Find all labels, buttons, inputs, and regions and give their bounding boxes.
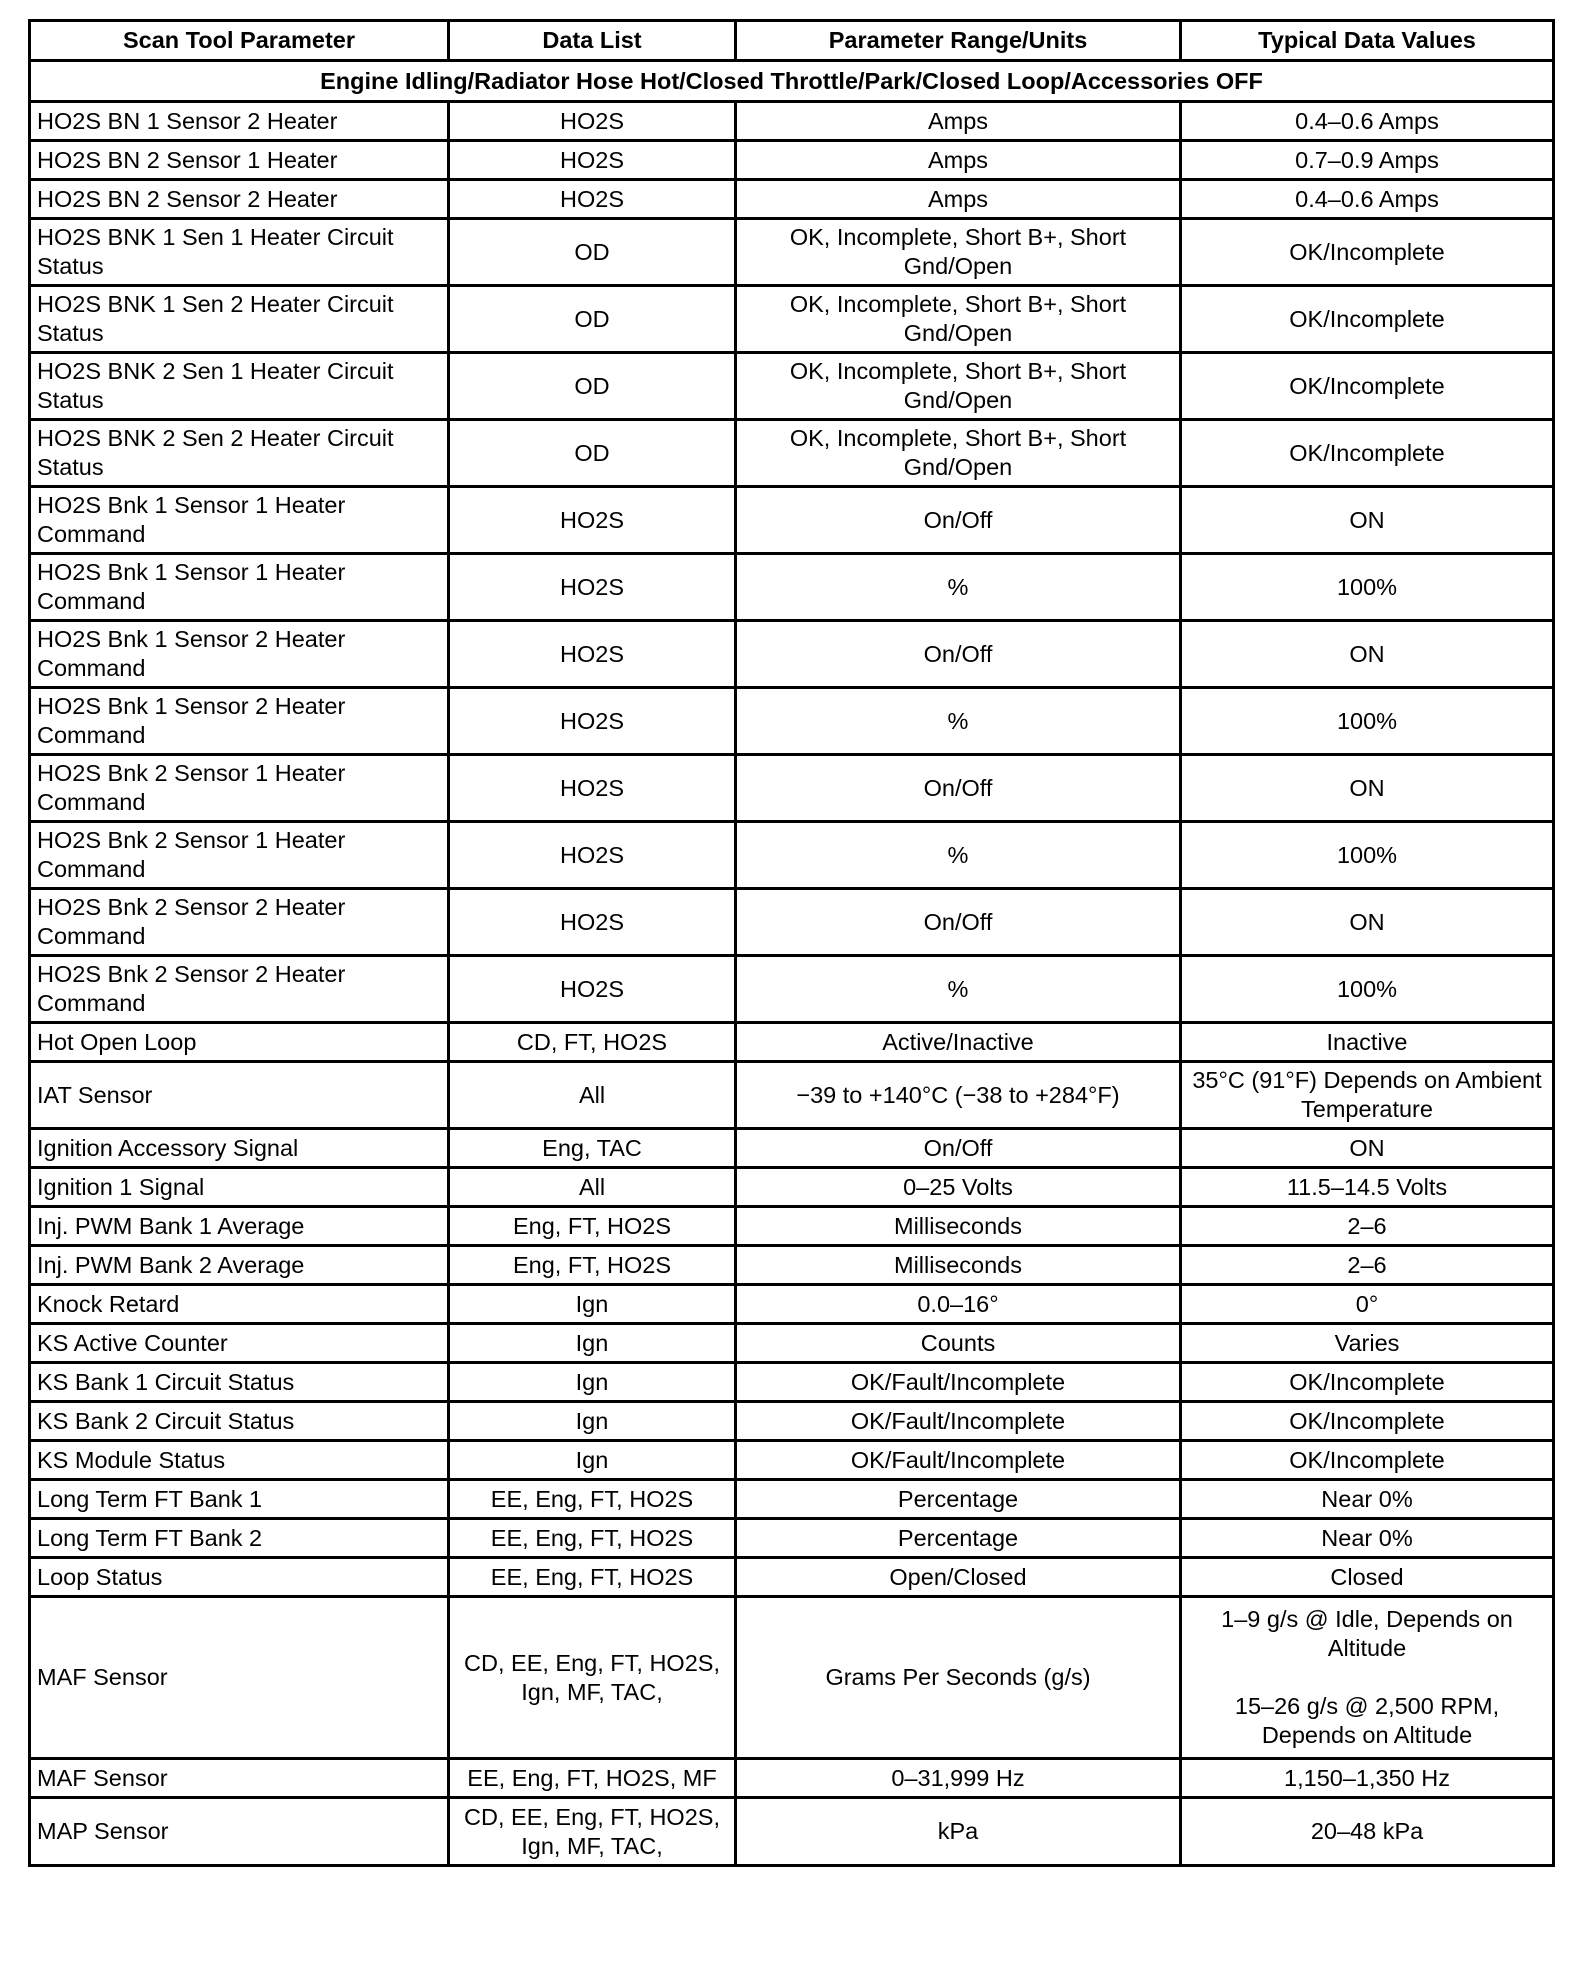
table-row: [30, 1168, 1554, 1207]
data-list-cell: HO2S: [449, 102, 736, 141]
range-units-cell: Counts: [736, 1324, 1181, 1363]
range-units-cell: −39 to +140°C (−38 to +284°F): [736, 1062, 1181, 1129]
range-units-cell: OK, Incomplete, Short B+, Short Gnd/Open: [736, 353, 1181, 420]
range-units-cell: On/Off: [736, 889, 1181, 956]
parameter-cell: KS Module Status: [30, 1441, 449, 1480]
typical-value-cell: ON: [1181, 487, 1554, 554]
data-list-cell: HO2S: [449, 822, 736, 889]
parameter-cell: Ignition 1 Signal: [30, 1168, 449, 1207]
range-units-cell: Milliseconds: [736, 1246, 1181, 1285]
table-row: [30, 688, 1554, 755]
typical-value-cell: 0°: [1181, 1285, 1554, 1324]
data-list-cell: HO2S: [449, 755, 736, 822]
range-units-cell: %: [736, 822, 1181, 889]
parameter-cell: HO2S Bnk 2 Sensor 2 Heater Command: [30, 889, 449, 956]
table-row: [30, 180, 1554, 219]
data-list-cell: Ign: [449, 1285, 736, 1324]
range-units-cell: OK/Fault/Incomplete: [736, 1441, 1181, 1480]
data-list-cell: HO2S: [449, 688, 736, 755]
typical-value-cell: OK/Incomplete: [1181, 1441, 1554, 1480]
table-row: [30, 1759, 1554, 1798]
table-row: [30, 1324, 1554, 1363]
parameter-cell: MAP Sensor: [30, 1798, 449, 1866]
parameter-cell: KS Active Counter: [30, 1324, 449, 1363]
maf-idle-value: 1–9 g/s @ Idle, Depends on Altitude: [1221, 1606, 1513, 1661]
parameter-cell: MAF Sensor: [30, 1597, 449, 1759]
header-data-list: Data List: [449, 21, 736, 61]
typical-value-cell: Inactive: [1181, 1023, 1554, 1062]
table-row: [30, 1519, 1554, 1558]
data-list-cell: HO2S: [449, 554, 736, 621]
typical-value-cell: 100%: [1181, 688, 1554, 755]
parameter-cell: HO2S BN 2 Sensor 2 Heater: [30, 180, 449, 219]
range-units-cell: OK, Incomplete, Short B+, Short Gnd/Open: [736, 420, 1181, 487]
table-row: [30, 353, 1554, 420]
table-row: [30, 1023, 1554, 1062]
table-body: [30, 21, 1554, 1866]
parameter-cell: HO2S Bnk 1 Sensor 1 Heater Command: [30, 487, 449, 554]
range-units-cell: Open/Closed: [736, 1558, 1181, 1597]
range-units-cell: Milliseconds: [736, 1207, 1181, 1246]
range-units-cell: Active/Inactive: [736, 1023, 1181, 1062]
table-row: [30, 102, 1554, 141]
typical-value-cell: 100%: [1181, 822, 1554, 889]
data-list-cell: Ign: [449, 1441, 736, 1480]
header-scan-tool-parameter: Scan Tool Parameter: [30, 21, 449, 61]
spacer: [1188, 1663, 1546, 1692]
range-units-cell: 0–25 Volts: [736, 1168, 1181, 1207]
data-list-cell: HO2S: [449, 487, 736, 554]
typical-value-cell: 100%: [1181, 554, 1554, 621]
table-row: [30, 219, 1554, 286]
range-units-cell: Grams Per Seconds (g/s): [736, 1597, 1181, 1759]
range-units-cell: 0.0–16°: [736, 1285, 1181, 1324]
table-row: [30, 487, 1554, 554]
range-units-cell: OK, Incomplete, Short B+, Short Gnd/Open: [736, 286, 1181, 353]
data-list-cell: Ign: [449, 1363, 736, 1402]
range-units-cell: On/Off: [736, 755, 1181, 822]
parameter-cell: HO2S Bnk 1 Sensor 2 Heater Command: [30, 688, 449, 755]
data-list-cell: Ign: [449, 1402, 736, 1441]
table-row: [30, 1246, 1554, 1285]
table-row: [30, 141, 1554, 180]
table-row: [30, 1798, 1554, 1866]
parameter-cell: Ignition Accessory Signal: [30, 1129, 449, 1168]
typical-value-cell: Closed: [1181, 1558, 1554, 1597]
table-row: [30, 621, 1554, 688]
table-row: [30, 1480, 1554, 1519]
typical-value-cell: 0.4–0.6 Amps: [1181, 102, 1554, 141]
parameter-cell: HO2S Bnk 1 Sensor 2 Heater Command: [30, 621, 449, 688]
data-list-cell: EE, Eng, FT, HO2S: [449, 1480, 736, 1519]
parameter-cell: HO2S Bnk 2 Sensor 1 Heater Command: [30, 822, 449, 889]
table-row: [30, 889, 1554, 956]
data-list-cell: OD: [449, 420, 736, 487]
parameter-cell: HO2S BNK 2 Sen 1 Heater Circuit Status: [30, 353, 449, 420]
table-row: [30, 1558, 1554, 1597]
data-list-cell: HO2S: [449, 141, 736, 180]
range-units-cell: On/Off: [736, 487, 1181, 554]
operating-condition: Engine Idling/Radiator Hose Hot/Closed Throttle/Park/Closed Loop/Accessories OFF: [30, 61, 1554, 102]
typical-value-cell: ON: [1181, 1129, 1554, 1168]
range-units-cell: Percentage: [736, 1519, 1181, 1558]
header-row: [30, 21, 1554, 61]
table-row: [30, 1129, 1554, 1168]
table-row: [30, 956, 1554, 1023]
parameter-cell: KS Bank 1 Circuit Status: [30, 1363, 449, 1402]
table-row: [30, 554, 1554, 621]
parameter-cell: HO2S Bnk 2 Sensor 2 Heater Command: [30, 956, 449, 1023]
parameter-cell: Knock Retard: [30, 1285, 449, 1324]
typical-value-cell: Near 0%: [1181, 1519, 1554, 1558]
typical-value-cell: OK/Incomplete: [1181, 1363, 1554, 1402]
data-list-cell: Eng, TAC: [449, 1129, 736, 1168]
data-list-cell: OD: [449, 286, 736, 353]
parameter-cell: Long Term FT Bank 1: [30, 1480, 449, 1519]
header-typical-data-values: Typical Data Values: [1181, 21, 1554, 61]
table-row: [30, 822, 1554, 889]
typical-value-cell: Varies: [1181, 1324, 1554, 1363]
data-list-cell: HO2S: [449, 180, 736, 219]
parameter-cell: Long Term FT Bank 2: [30, 1519, 449, 1558]
typical-value-cell: 1,150–1,350 Hz: [1181, 1759, 1554, 1798]
range-units-cell: Percentage: [736, 1480, 1181, 1519]
range-units-cell: %: [736, 554, 1181, 621]
data-list-cell: All: [449, 1168, 736, 1207]
condition-row: [30, 61, 1554, 102]
range-units-cell: OK/Fault/Incomplete: [736, 1402, 1181, 1441]
table-row: [30, 1062, 1554, 1129]
range-units-cell: On/Off: [736, 621, 1181, 688]
table-row: [30, 1441, 1554, 1480]
parameter-cell: KS Bank 2 Circuit Status: [30, 1402, 449, 1441]
typical-value-cell: OK/Incomplete: [1181, 219, 1554, 286]
parameter-cell: Hot Open Loop: [30, 1023, 449, 1062]
data-list-cell: EE, Eng, FT, HO2S, MF: [449, 1759, 736, 1798]
parameter-cell: Inj. PWM Bank 1 Average: [30, 1207, 449, 1246]
table-row: [30, 1363, 1554, 1402]
header-parameter-range-units: Parameter Range/Units: [736, 21, 1181, 61]
typical-value-cell: ON: [1181, 621, 1554, 688]
parameter-cell: HO2S BNK 1 Sen 1 Heater Circuit Status: [30, 219, 449, 286]
range-units-cell: On/Off: [736, 1129, 1181, 1168]
range-units-cell: %: [736, 688, 1181, 755]
range-units-cell: OK/Fault/Incomplete: [736, 1363, 1181, 1402]
typical-value-cell: 35°C (91°F) Depends on Ambient Temperature: [1181, 1062, 1554, 1129]
table-row: [30, 1207, 1554, 1246]
typical-value-cell: 0.4–0.6 Amps: [1181, 180, 1554, 219]
parameter-cell: Loop Status: [30, 1558, 449, 1597]
range-units-cell: %: [736, 956, 1181, 1023]
typical-value-cell: OK/Incomplete: [1181, 420, 1554, 487]
typical-value-cell: 100%: [1181, 956, 1554, 1023]
range-units-cell: OK, Incomplete, Short B+, Short Gnd/Open: [736, 219, 1181, 286]
data-list-cell: Eng, FT, HO2S: [449, 1246, 736, 1285]
data-list-cell: All: [449, 1062, 736, 1129]
typical-value-cell: 11.5–14.5 Volts: [1181, 1168, 1554, 1207]
parameter-cell: HO2S BNK 1 Sen 2 Heater Circuit Status: [30, 286, 449, 353]
parameter-cell: HO2S Bnk 1 Sensor 1 Heater Command: [30, 554, 449, 621]
data-list-cell: Ign: [449, 1324, 736, 1363]
data-list-cell: CD, EE, Eng, FT, HO2S, Ign, MF, TAC,: [449, 1597, 736, 1759]
typical-value-cell: OK/Incomplete: [1181, 353, 1554, 420]
table-row: [30, 1597, 1554, 1759]
data-list-cell: Eng, FT, HO2S: [449, 1207, 736, 1246]
table-row: [30, 286, 1554, 353]
range-units-cell: kPa: [736, 1798, 1181, 1866]
table-row: [30, 1285, 1554, 1324]
typical-value-cell: ON: [1181, 755, 1554, 822]
data-list-cell: HO2S: [449, 956, 736, 1023]
parameter-cell: HO2S BN 2 Sensor 1 Heater: [30, 141, 449, 180]
typical-value-cell: Near 0%: [1181, 1480, 1554, 1519]
data-list-cell: EE, Eng, FT, HO2S: [449, 1558, 736, 1597]
typical-value-cell: OK/Incomplete: [1181, 286, 1554, 353]
typical-value-cell: 0.7–0.9 Amps: [1181, 141, 1554, 180]
typical-value-cell: 2–6: [1181, 1246, 1554, 1285]
parameter-cell: Inj. PWM Bank 2 Average: [30, 1246, 449, 1285]
maf-rpm-note: 15–26 g/s @ 2,500 RPM, Depends on Altitude: [1234, 1693, 1500, 1748]
typical-value-cell: ON: [1181, 889, 1554, 956]
scan-tool-data-table: [28, 19, 1555, 1867]
parameter-cell: IAT Sensor: [30, 1062, 449, 1129]
data-list-cell: CD, EE, Eng, FT, HO2S, Ign, MF, TAC,: [449, 1798, 736, 1866]
range-units-cell: Amps: [736, 141, 1181, 180]
data-list-cell: EE, Eng, FT, HO2S: [449, 1519, 736, 1558]
data-list-cell: HO2S: [449, 621, 736, 688]
typical-value-cell: 20–48 kPa: [1181, 1798, 1554, 1866]
parameter-cell: HO2S Bnk 2 Sensor 1 Heater Command: [30, 755, 449, 822]
typical-value-cell: [1181, 1597, 1554, 1759]
table-row: [30, 420, 1554, 487]
data-list-cell: OD: [449, 353, 736, 420]
parameter-cell: HO2S BN 1 Sensor 2 Heater: [30, 102, 449, 141]
range-units-cell: Amps: [736, 102, 1181, 141]
table-row: [30, 755, 1554, 822]
typical-value-cell: OK/Incomplete: [1181, 1402, 1554, 1441]
data-list-cell: CD, FT, HO2S: [449, 1023, 736, 1062]
data-list-cell: HO2S: [449, 889, 736, 956]
range-units-cell: 0–31,999 Hz: [736, 1759, 1181, 1798]
parameter-cell: HO2S BNK 2 Sen 2 Heater Circuit Status: [30, 420, 449, 487]
range-units-cell: Amps: [736, 180, 1181, 219]
typical-value-cell: 2–6: [1181, 1207, 1554, 1246]
data-list-cell: OD: [449, 219, 736, 286]
parameter-cell: MAF Sensor: [30, 1759, 449, 1798]
table-row: [30, 1402, 1554, 1441]
